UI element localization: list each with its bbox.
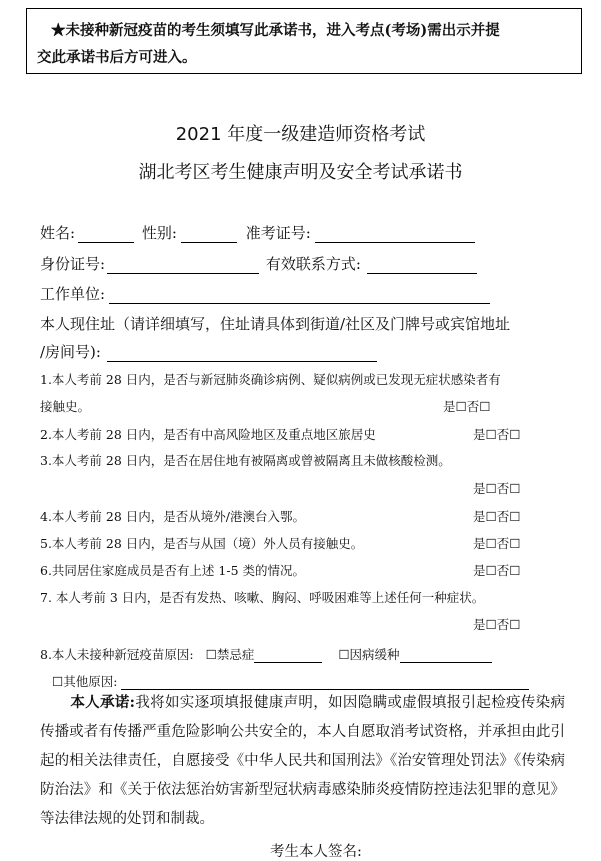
contraindication-field[interactable] (254, 649, 322, 663)
pledge-heading: 本人承诺: (70, 694, 135, 711)
question-4: 4.本人考前 28 日内，是否从境外/港澳台入鄂。 (40, 509, 305, 524)
question-2-yes-no[interactable]: 是☐否☐ (473, 427, 521, 442)
contact-label: 有效联系方式: (265, 255, 361, 273)
question-1-yes-no[interactable]: 是☐否☐ (443, 399, 491, 414)
question-5: 5.本人考前 28 日内，是否与从国（境）外人员有接触史。 (40, 536, 364, 551)
pledge-paragraph (40, 688, 565, 834)
workplace-field[interactable] (109, 288, 490, 304)
question-8-label: 8.本人未接种新冠疫苗原因: (40, 647, 194, 662)
address-field[interactable] (107, 346, 377, 362)
question-6-yes-no[interactable]: 是☐否☐ (473, 563, 521, 578)
question-4-yes-no[interactable]: 是☐否☐ (473, 509, 521, 524)
gender-label: 性别: (141, 224, 177, 242)
row-workplace (40, 283, 490, 304)
postponed-illness-field[interactable] (400, 649, 492, 663)
question-7: 7. 本人考前 3 日内，是否有发热、咳嗽、胸闷、呼吸困难等上述任何一种症状。 (40, 590, 485, 605)
postponed-illness-checkbox[interactable]: ☐因病缓种 (338, 647, 400, 662)
gender-field[interactable] (181, 227, 237, 243)
signature-label: 考生本人签名: (270, 844, 362, 860)
question-8-row (40, 645, 492, 663)
contraindication-checkbox[interactable]: ☐禁忌症 (205, 647, 255, 662)
notice-line-2: 交此承诺书后方可进入。 (37, 49, 197, 66)
name-field[interactable] (78, 227, 134, 243)
question-3: 3.本人考前 28 日内，是否在居住地有被隔离或曾被隔离且未做核酸检测。 (40, 453, 451, 468)
question-6: 6.共同居住家庭成员是否有上述 1-5 类的情况。 (40, 563, 306, 578)
ticket-field[interactable] (315, 227, 475, 243)
contact-field[interactable] (367, 258, 477, 274)
question-3-yes-no[interactable]: 是☐否☐ (473, 481, 521, 496)
address-label-line-2: /房间号): (40, 343, 101, 361)
workplace-label: 工作单位: (40, 285, 106, 303)
question-5-yes-no[interactable]: 是☐否☐ (473, 536, 521, 551)
unvaccinated-notice-box (26, 8, 582, 74)
name-label: 姓名: (40, 224, 76, 242)
question-1-line-1: 1.本人考前 28 日内，是否与新冠肺炎确诊病例、疑似病例或已发现无症状感染者有 (40, 372, 501, 387)
notice-line-1: ★未接种新冠疫苗的考生须填写此承诺书，进入考点(考场)需出示并提 (51, 22, 500, 39)
ticket-label: 准考证号: (245, 224, 311, 242)
exam-title: 2021 年度一级建造师资格考试 (175, 124, 426, 145)
row-name-gender-ticket (40, 222, 475, 243)
question-7-yes-no[interactable]: 是☐否☐ (473, 617, 521, 632)
pledge-text: 我将如实逐项填报健康声明，如因隐瞒或虚假填报引起检疫传染病传播或者有传播严重危险影响公共安全的，本人自愿取消考试资格，并承担由此引起的相关法律责任，自愿接受《中华人民共和国刑法》《治安管理处罚法》《传染病防治法》和《关于依法惩治妨害新型冠状病毒感染肺炎疫情防控违法犯罪的意见》等法律法规的处罚和制裁。 (40, 695, 565, 827)
address-label-line-1: 本人现住址（请详细填写，住址请具体到街道/社区及门牌号或宾馆地址 (40, 315, 511, 333)
id-number-label: 身份证号: (40, 255, 106, 273)
question-2: 2.本人考前 28 日内，是否有中高风险地区及重点地区旅居史 (40, 427, 376, 442)
id-number-field[interactable] (107, 258, 259, 274)
question-1-line-2: 接触史。 (40, 399, 91, 414)
row-id-contact (40, 253, 477, 274)
other-reason-checkbox[interactable]: ☐其他原因: (52, 674, 118, 689)
form-title: 湖北考区考生健康声明及安全考试承诺书 (138, 162, 463, 183)
row-address (40, 341, 377, 362)
